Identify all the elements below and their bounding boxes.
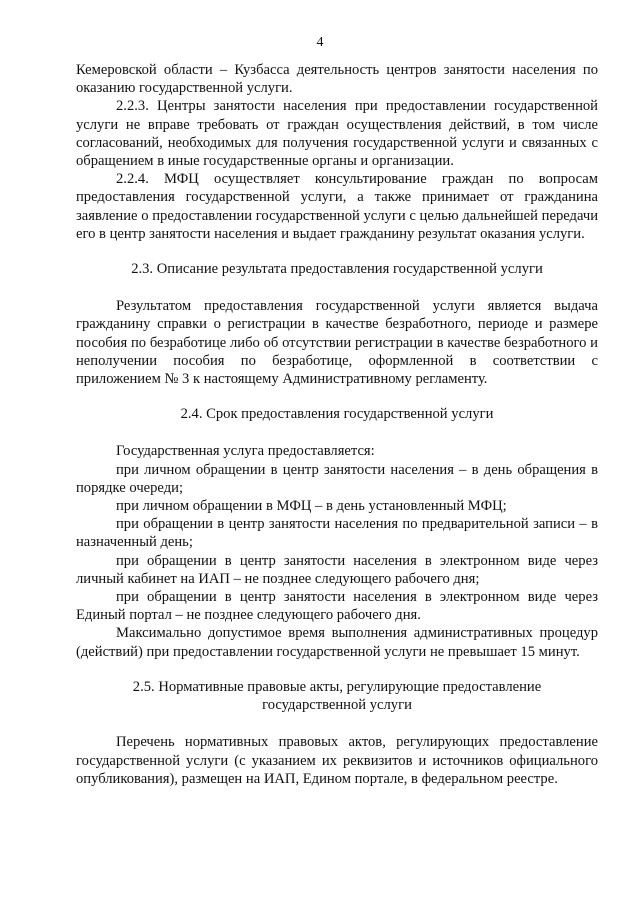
page-number: 4: [316, 35, 324, 50]
heading-2-5-line1: 2.5. Нормативные правовые акты, регулирующие предоставление: [132, 678, 542, 695]
paragraph-2-3-result: Результатом предоставления государственной услуги является выдача гражданину справки о регистрации в качестве безработного, периоде и размере пособия по безработице либо об отсутствии регистрации в качестве безработного и неполучении пособия по безработице, оформленной в соответствии с приложением № 3 к настоящему Административному регламенту.: [76, 298, 598, 388]
paragraph-2-2-4: 2.2.4. МФЦ осуществляет консультирование граждан по вопросам предоставления государственной услуги, а также принимает от гражданина заявление о предоставлении государственной услуги с целью дальнейшей передачи его в центр занятости населения и выдает гражданину результат оказания услуги.: [76, 171, 598, 242]
paragraph-2-2-3: 2.2.3. Центры занятости населения при предоставлении государственной услуги не вправе требовать от граждан осуществления действий, в том числе согласований, необходимых для получения государственной услуги и связанных с обращением в иные государственные органы и организации.: [76, 98, 598, 170]
paragraph-max-time: Максимально допустимое время выполнения административных процедур (действий) при предоставлении государственной услуги не превышает 15 минут.: [76, 625, 598, 660]
list-item-term: при обращении в центр занятости населения в электронном виде через личный кабинет на ИАП – не позднее следующего рабочего дня;: [76, 552, 598, 587]
paragraph-continuation: Кемеровской области – Кузбасса деятельность центров занятости населения по оказанию государственной услуги.: [76, 62, 598, 97]
paragraph-2-4-intro: Государственная услуга предоставляется:: [116, 443, 375, 460]
list-item-term: при личном обращении в центр занятости населения – в день обращения в порядке очереди;: [76, 461, 598, 496]
heading-2-4: 2.4. Срок предоставления государственной услуги: [180, 406, 494, 423]
list-item-term: при обращении в центр занятости населения в электронном виде через Единый портал – не позднее следующего рабочего дня.: [76, 589, 598, 624]
heading-2-5-line2: государственной услуги: [262, 697, 412, 714]
document-body: [76, 61, 598, 788]
heading-2-3: 2.3. Описание результата предоставления государственной услуги: [131, 261, 543, 278]
paragraph-2-5-acts: Перечень нормативных правовых актов, регулирующих предоставление государственной услуги (с указанием их реквизитов и источников официального опубликования), размещен на ИАП, Едином портале, в федеральном реестре.: [76, 734, 598, 787]
list-item-term: при обращении в центр занятости населения по предварительной записи – в назначенный день;: [76, 516, 598, 551]
list-item-term: при личном обращении в МФЦ – в день установленный МФЦ;: [116, 498, 507, 515]
